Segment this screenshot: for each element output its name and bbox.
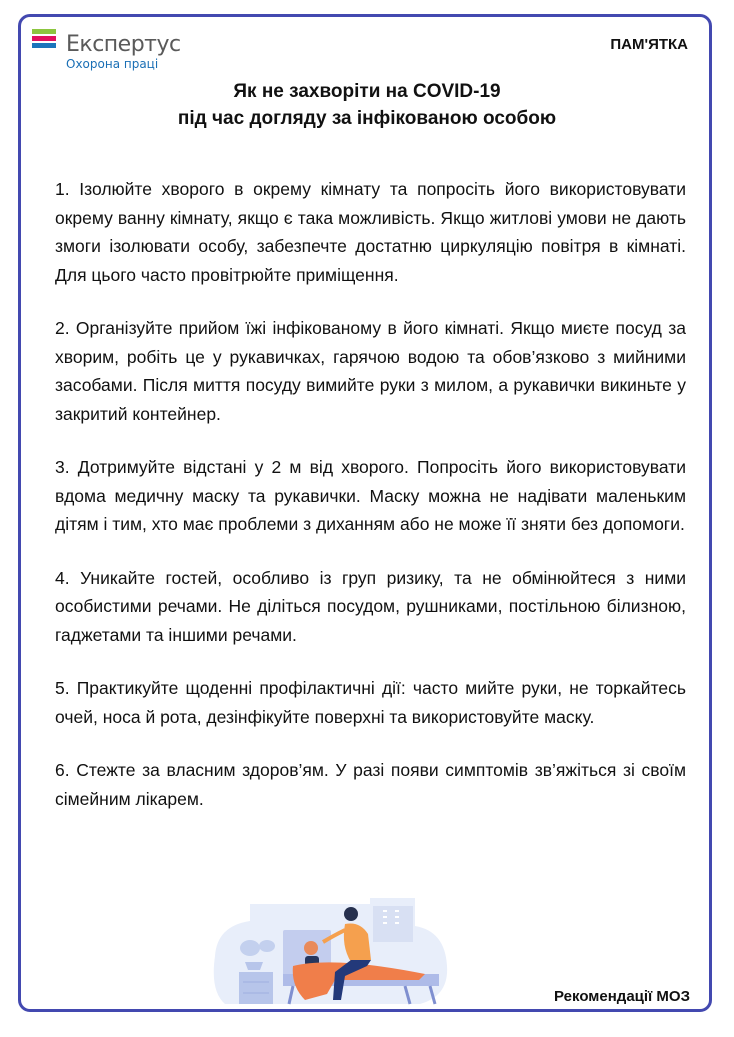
logo-bar-pink (32, 36, 56, 41)
child-head (304, 941, 318, 955)
caregiver-head (344, 907, 358, 921)
page-title (0, 78, 734, 132)
brand-name: Експертус (66, 32, 181, 57)
recommendation-item: 6. Стежте за власним здоров’ям. У разі появи симптомів зв’яжіться зі своїм сімейним лікарем. (55, 760, 686, 809)
recommendations-list (55, 175, 686, 838)
title-line-2: під час догляду за інфікованою особою (177, 108, 557, 129)
footer-source: Рекомендації МОЗ (554, 988, 690, 1005)
recommendation-item: 5. Практикуйте щоденні профілактичні дії: часто мийте руки, не торкайтесь очей, носа й рота, дезінфікуйте поверхні та використовуйте маску. (55, 678, 686, 727)
title-line-1: Як не захворіти на COVID-19 (233, 81, 501, 102)
recommendation-item: 4. Уникайте гостей, особливо із груп ризику, та не обмінюйтеся з ними особистими речами. Не діліться посудом, рушниками, постільною білизною, гаджетами та іншими речами. (55, 567, 686, 645)
window-icon (373, 906, 413, 942)
recommendation-item: 1. Ізолюйте хворого в окрему кімнату та попросіть його використовувати окрему ванну кімнату, якщо є така можливість. Якщо житлові умови не дають змоги ізолювати особу, забезпечте достатню циркуляцію повітря в кімнаті. Для цього часто провітрюйте приміщення. (55, 179, 686, 285)
recommendation-item: 2. Організуйте прийом їжі інфікованому в його кімнаті. Якщо миєте посуд за хворим, робіть це у рукавичках, гарячою водою та обов’язково з мийними засобами. Після миття посуду вимийте руки з милом, а рукавички викиньте у закритий контейнер. (55, 318, 686, 424)
caregiver-illustration (205, 896, 455, 1008)
brand-subtitle: Охорона праці (66, 57, 159, 71)
recommendation-item: 3. Дотримуйте відстані у 2 м від хворого. Попросіть його використовувати вдома медичну маску та рукавички. Маску можна не надівати маленьким дітям і тим, хто має проблеми з диханням або не може її зняти без допомоги. (55, 457, 686, 534)
nightstand-icon (239, 972, 273, 1004)
logo-bar-blue (32, 43, 56, 48)
logo-mark-icon (32, 29, 56, 50)
logo-bar-green (32, 29, 56, 34)
memo-label: ПАМ'ЯТКА (610, 36, 688, 53)
